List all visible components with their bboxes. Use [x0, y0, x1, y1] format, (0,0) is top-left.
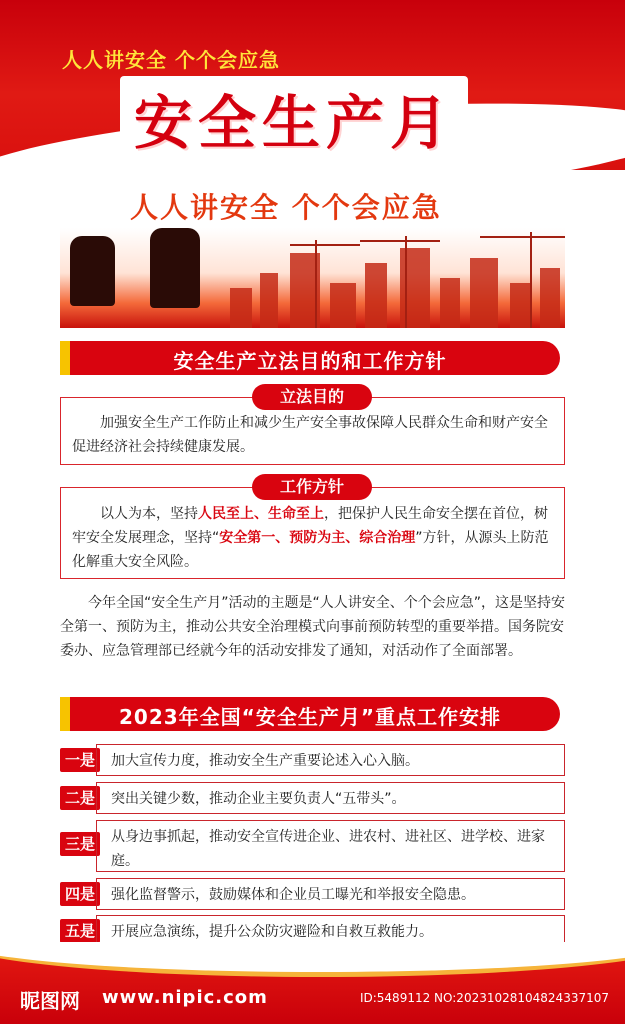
footer-band	[0, 942, 625, 1024]
building	[440, 278, 460, 328]
crane-tower	[530, 232, 532, 328]
crane-tower	[315, 240, 317, 328]
building	[230, 288, 252, 328]
middle-slogan: 人人讲安全 个个会应急	[130, 191, 442, 224]
building	[510, 283, 532, 328]
highlight-people-first: 人民至上、生命至上	[198, 506, 324, 522]
task-item: 强化监督警示，鼓励媒体和企业员工曝光和举报安全隐患。	[96, 878, 565, 910]
policy-label: 工作方针	[252, 474, 372, 500]
crane-arm	[360, 240, 440, 242]
worker-silhouette-right	[150, 228, 200, 308]
crane-arm	[290, 244, 360, 246]
watermark-id: ID:5489112 NO:20231028104824337107	[359, 991, 609, 1005]
crane-arm	[480, 236, 565, 238]
item-tag: 四是	[60, 882, 100, 906]
item-tag: 一是	[60, 748, 100, 772]
top-slogan: 人人讲安全 个个会应急	[62, 48, 280, 72]
purpose-label: 立法目的	[252, 384, 372, 410]
section-title: 2023年全国“安全生产月”重点工作安排	[119, 705, 501, 729]
section-header-2023-tasks	[60, 697, 560, 731]
building	[330, 283, 356, 328]
section-title: 安全生产立法目的和工作方针	[173, 349, 447, 373]
building	[470, 258, 498, 328]
watermark-url: www.nipic.com	[102, 987, 268, 1008]
section-header-legislation	[60, 341, 560, 375]
worker-silhouette-left	[70, 236, 115, 306]
building	[260, 273, 278, 328]
policy-text: 以人为本，坚持人民至上、生命至上，把保护人民生命安全摆在首位，树牢安全发展理念，坚持“安全第一、预防为主、综合治理”方针，从源头上防范化解重大安全风险。	[72, 506, 549, 570]
item-tag: 二是	[60, 786, 100, 810]
purpose-text: 加强安全生产工作防止和减少生产安全事故保障人民群众生命和财产安全促进经济社会持续健康发展。	[72, 415, 548, 455]
building	[540, 268, 560, 328]
watermark-logo: 昵图网	[20, 989, 80, 1013]
main-title: 安全生产月	[120, 76, 468, 160]
item-tag: 五是	[60, 919, 100, 943]
task-item: 开展应急演练，提升公众防灾避险和自救互救能力。	[96, 915, 565, 947]
campaign-intro: 今年全国“安全生产月”活动的主题是“人人讲安全、个个会应急”，这是坚持安全第一、预防为主，推动公共安全治理模式向事前预防转型的重要举措。国务院安委办、应急管理部已经就今年的活动安排发了通知，对活动作了全面部署。	[60, 595, 566, 659]
construction-illustration	[60, 228, 565, 328]
task-item: 突出关键少数，推动企业主要负责人“五带头”。	[96, 782, 565, 814]
highlight-safety-first: 安全第一、预防为主、综合治理	[219, 530, 416, 546]
building	[365, 263, 387, 328]
crane-tower	[405, 236, 407, 328]
task-item: 从身边事抓起，推动安全宣传进企业、进农村、进社区、进学校、进家庭。	[96, 820, 565, 872]
item-tag: 三是	[60, 832, 100, 856]
task-item: 加大宣传力度，推动安全生产重要论述入心入脑。	[96, 744, 565, 776]
footer-curve	[0, 942, 625, 977]
